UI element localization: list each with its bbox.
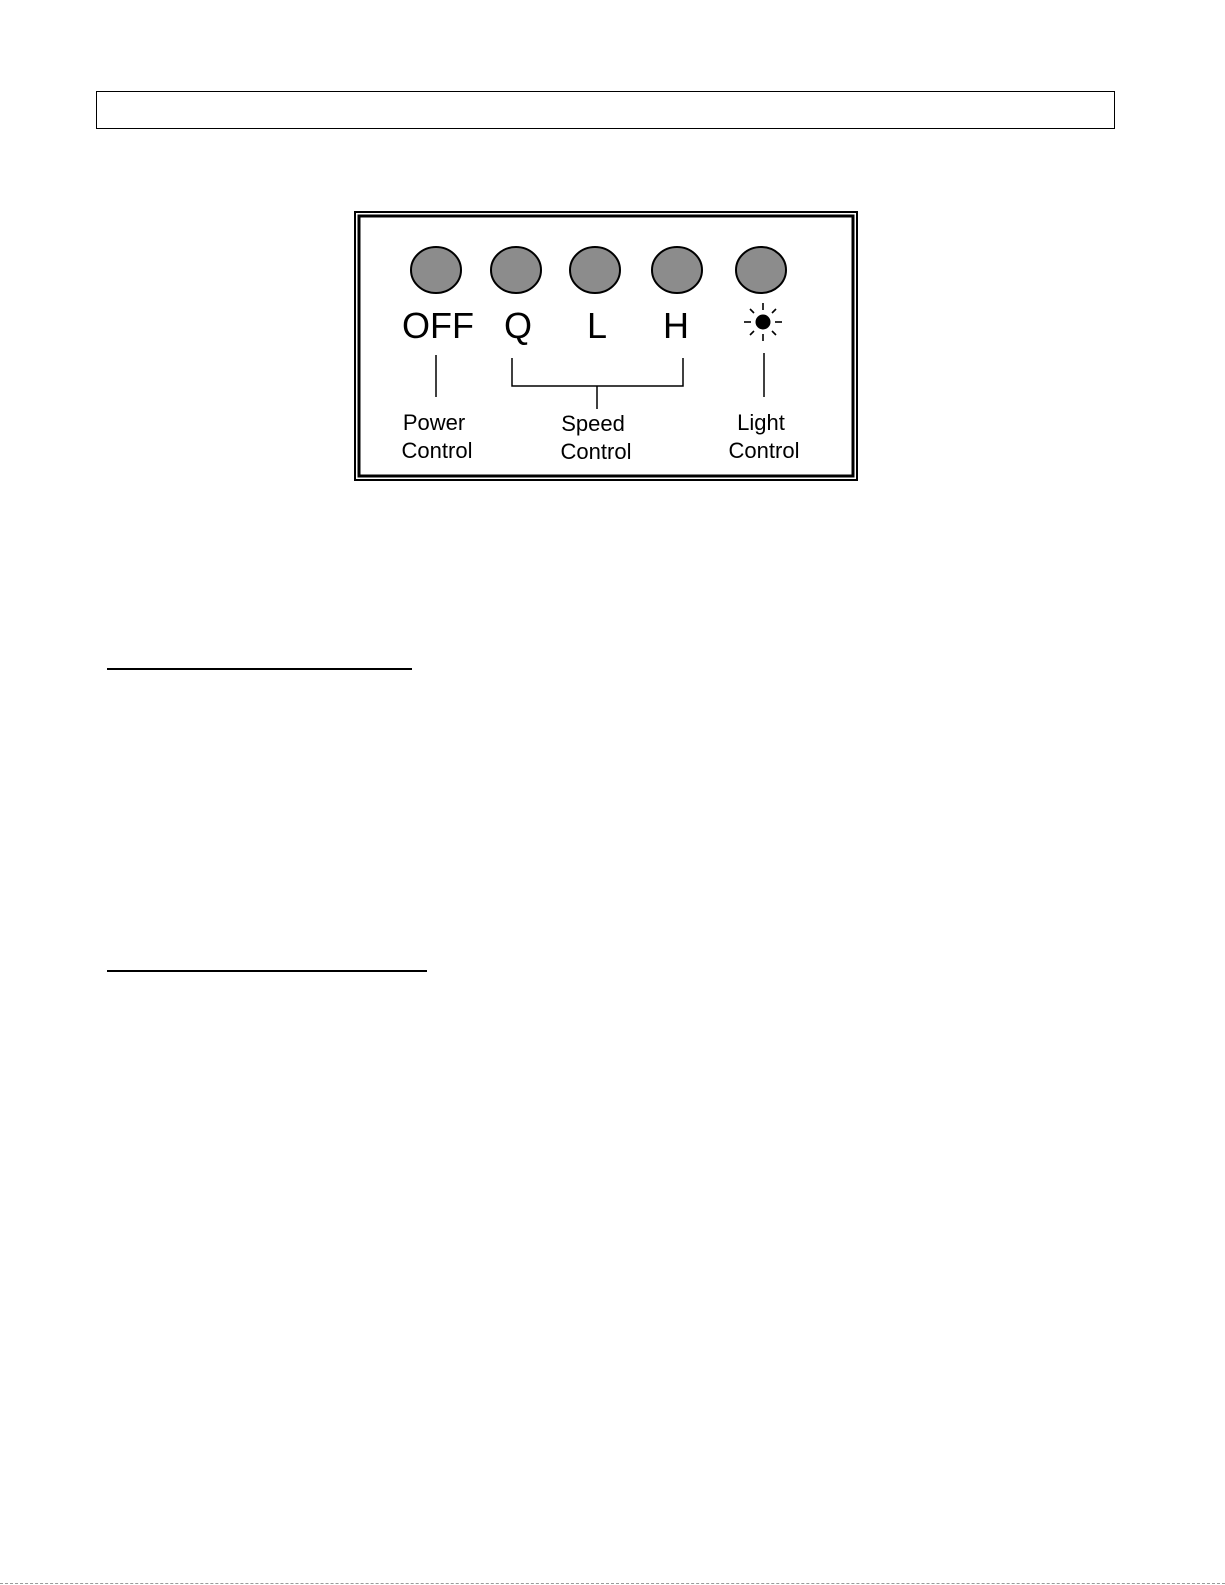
- light-button[interactable]: [736, 247, 786, 293]
- page-bottom-edge: [0, 1583, 1225, 1584]
- sun-icon: [744, 303, 782, 341]
- q-speed-button[interactable]: [491, 247, 541, 293]
- section-heading-underline-1: [107, 668, 412, 670]
- speed-bracket: [512, 358, 683, 409]
- speed-control-line1: Speed: [561, 411, 625, 436]
- off-button[interactable]: [411, 247, 461, 293]
- l-speed-button[interactable]: [570, 247, 620, 293]
- q-label: Q: [503, 305, 533, 346]
- header-box: [96, 91, 1115, 129]
- light-control-line2: Control: [728, 438, 800, 463]
- h-label: H: [663, 305, 689, 346]
- control-panel-diagram: [354, 211, 858, 481]
- power-control-line2: Control: [401, 438, 473, 463]
- light-control-line1: Light: [737, 410, 785, 435]
- h-speed-button[interactable]: [652, 247, 702, 293]
- section-heading-underline-2: [107, 970, 427, 972]
- speed-control-line2: Control: [560, 439, 632, 464]
- power-control-line1: Power: [402, 410, 466, 435]
- l-label: L: [586, 305, 608, 346]
- off-label: OFF: [402, 305, 474, 346]
